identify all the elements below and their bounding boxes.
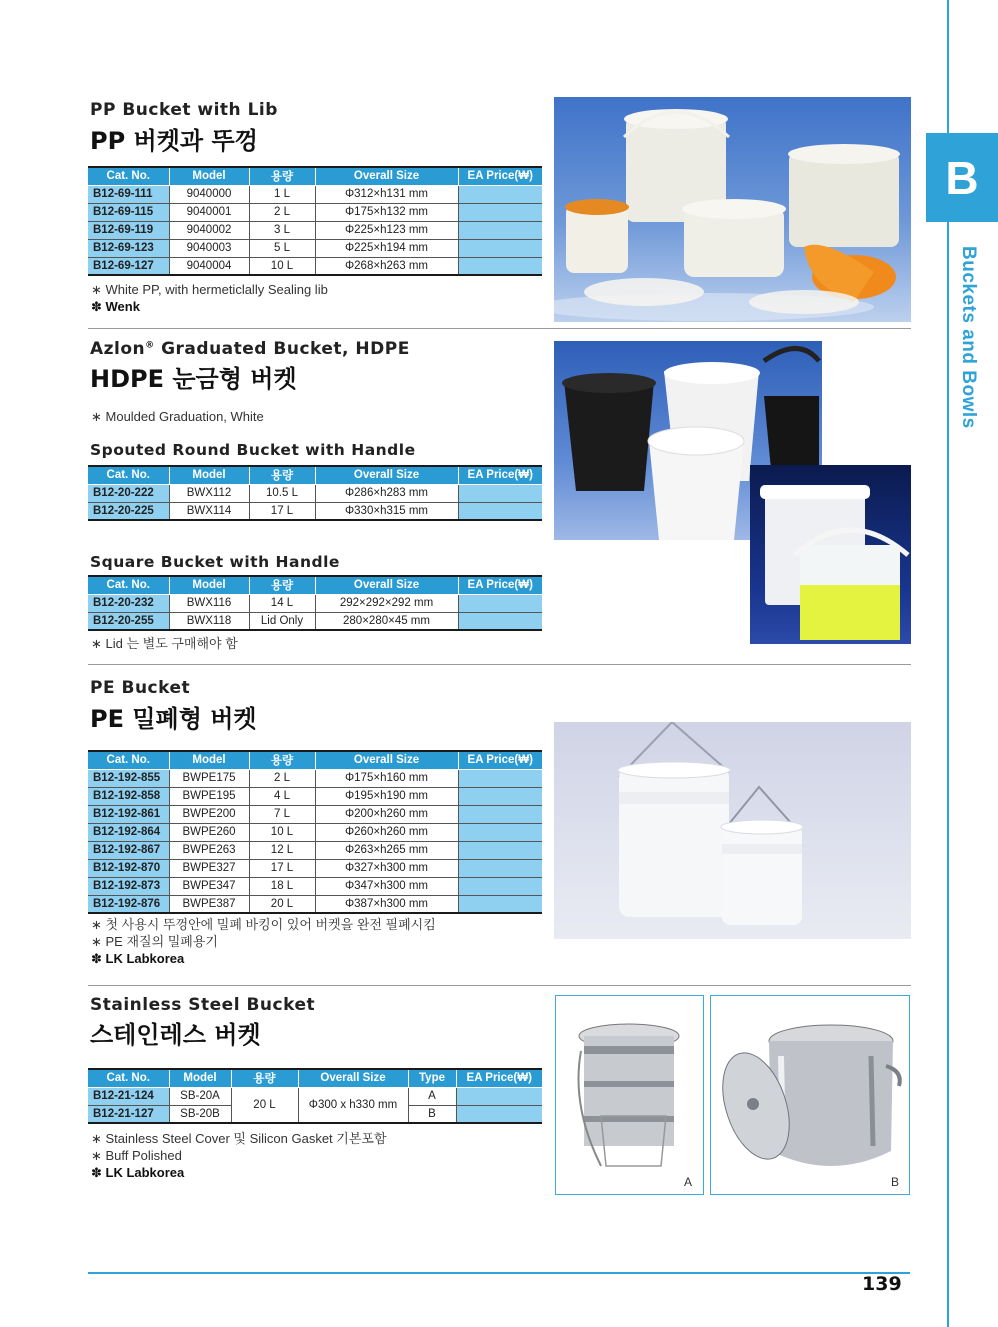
header-model: Model <box>169 1069 231 1087</box>
photo-label-a: A <box>684 1175 693 1189</box>
capacity: 10 L <box>249 823 315 841</box>
square-spec-table <box>88 575 542 631</box>
header-size: Overall Size <box>315 466 458 484</box>
header-cat: Cat. No. <box>88 751 169 769</box>
section-divider <box>88 985 911 986</box>
price <box>458 484 542 502</box>
price <box>458 823 542 841</box>
section-divider <box>88 328 911 329</box>
header-price: EA Price(₩) <box>458 466 542 484</box>
square-bucket-image <box>750 465 911 644</box>
cat-no: B12-192-855 <box>88 769 169 787</box>
spouted-spec-table <box>88 465 542 521</box>
hdpe-title-ko: HDPE 눈금형 버켓 <box>90 365 297 393</box>
cat-no: B12-192-873 <box>88 877 169 895</box>
size: Φ260×h260 mm <box>315 823 458 841</box>
header-capacity: 용량 <box>249 466 315 484</box>
type: A <box>408 1087 456 1105</box>
photo-label-b: B <box>891 1175 900 1189</box>
table-header-row <box>88 466 542 484</box>
header-size: Overall Size <box>298 1069 408 1087</box>
table-header-row <box>88 751 542 769</box>
header-capacity: 용량 <box>249 167 315 185</box>
model: SB-20A <box>169 1087 231 1105</box>
cat-no: B12-21-127 <box>88 1105 169 1123</box>
size: Φ268×h263 mm <box>315 257 458 275</box>
header-size: Overall Size <box>315 751 458 769</box>
size: Φ312×h131 mm <box>315 185 458 203</box>
header-type: Type <box>408 1069 456 1087</box>
table-row <box>88 502 542 520</box>
model: BWX118 <box>169 612 249 630</box>
square-bucket-photo <box>750 465 911 644</box>
table-row <box>88 239 542 257</box>
model: 9040002 <box>169 221 249 239</box>
ss-note-1: ∗ Stainless Steel Cover 및 Silicon Gasket 기본포함 <box>91 1131 387 1146</box>
capacity: 20 L <box>231 1087 298 1123</box>
price <box>458 841 542 859</box>
category-title: Buckets and Bowls <box>958 246 979 429</box>
size: Φ300 x h330 mm <box>298 1087 408 1123</box>
price <box>458 502 542 520</box>
header-price: EA Price(₩) <box>458 751 542 769</box>
size: Φ263×h265 mm <box>315 841 458 859</box>
size: Φ286×h283 mm <box>315 484 458 502</box>
model: 9040000 <box>169 185 249 203</box>
price <box>456 1105 542 1123</box>
cat-no: B12-20-222 <box>88 484 169 502</box>
cat-no: B12-192-858 <box>88 787 169 805</box>
header-capacity: 용량 <box>231 1069 298 1087</box>
cat-no: B12-20-232 <box>88 594 169 612</box>
cat-no: B12-192-867 <box>88 841 169 859</box>
size: 280×280×45 mm <box>315 612 458 630</box>
pp-title-en: PP Bucket with Lib <box>90 100 278 120</box>
pp-bucket-image <box>554 97 911 322</box>
ss-bucket-photo-a <box>555 995 704 1195</box>
table-row <box>88 257 542 275</box>
pp-bucket-photo <box>554 97 911 322</box>
cat-no: B12-69-123 <box>88 239 169 257</box>
header-price: EA Price(₩) <box>456 1069 542 1087</box>
hdpe-title-brand: Azlon <box>90 339 146 359</box>
price <box>458 877 542 895</box>
price <box>458 895 542 913</box>
capacity: 2 L <box>249 769 315 787</box>
capacity: 5 L <box>249 239 315 257</box>
capacity: 17 L <box>249 502 315 520</box>
cat-no: B12-69-127 <box>88 257 169 275</box>
hdpe-title-en <box>90 339 410 359</box>
model: BWPE263 <box>169 841 249 859</box>
capacity: Lid Only <box>249 612 315 630</box>
price <box>458 805 542 823</box>
capacity: 17 L <box>249 859 315 877</box>
model: BWX114 <box>169 502 249 520</box>
header-model: Model <box>169 466 249 484</box>
capacity: 14 L <box>249 594 315 612</box>
price <box>458 769 542 787</box>
pe-bucket-photo <box>554 722 911 939</box>
size: Φ387×h300 mm <box>315 895 458 913</box>
pe-spec-table <box>88 750 542 914</box>
header-cat: Cat. No. <box>88 466 169 484</box>
pe-maker: ✽ LK Labkorea <box>91 951 185 966</box>
header-price: EA Price(₩) <box>458 167 542 185</box>
hdpe-note: ∗ Moulded Graduation, White <box>91 409 264 424</box>
pe-note-1: ∗ 첫 사용시 뚜껑안에 밀폐 바킹이 있어 버켓을 완전 필폐시킴 <box>91 917 436 932</box>
price <box>458 203 542 221</box>
header-cat: Cat. No. <box>88 167 169 185</box>
table-row <box>88 1087 542 1105</box>
table-row <box>88 895 542 913</box>
price <box>458 221 542 239</box>
capacity: 4 L <box>249 787 315 805</box>
table-header-row <box>88 1069 542 1087</box>
ss-bucket-photo-b <box>710 995 910 1195</box>
price <box>458 185 542 203</box>
cat-no: B12-192-876 <box>88 895 169 913</box>
price <box>458 257 542 275</box>
cat-no: B12-192-861 <box>88 805 169 823</box>
model: BWPE260 <box>169 823 249 841</box>
cat-no: B12-21-124 <box>88 1087 169 1105</box>
model: BWPE387 <box>169 895 249 913</box>
table-row <box>88 787 542 805</box>
price <box>458 594 542 612</box>
table-row <box>88 203 542 221</box>
table-row <box>88 841 542 859</box>
header-model: Model <box>169 167 249 185</box>
ss-title-en: Stainless Steel Bucket <box>90 995 316 1015</box>
capacity: 10.5 L <box>249 484 315 502</box>
table-row <box>88 859 542 877</box>
size: Φ327×h300 mm <box>315 859 458 877</box>
ss-maker: ✽ LK Labkorea <box>91 1165 185 1180</box>
capacity: 18 L <box>249 877 315 895</box>
header-capacity: 용량 <box>249 751 315 769</box>
hdpe-title-rest: Graduated Bucket, HDPE <box>154 339 410 359</box>
model: BWPE347 <box>169 877 249 895</box>
model: 9040003 <box>169 239 249 257</box>
table-row <box>88 877 542 895</box>
ss-spec-table <box>88 1068 542 1124</box>
model: BWPE175 <box>169 769 249 787</box>
pe-bucket-image <box>554 722 911 939</box>
pp-title-ko: PP 버켓과 뚜껑 <box>90 127 258 155</box>
header-cat: Cat. No. <box>88 576 169 594</box>
table-row <box>88 484 542 502</box>
table-header-row <box>88 576 542 594</box>
size: Φ195×h190 mm <box>315 787 458 805</box>
header-size: Overall Size <box>315 167 458 185</box>
table-row <box>88 221 542 239</box>
table-row <box>88 823 542 841</box>
header-cat: Cat. No. <box>88 1069 169 1087</box>
cat-no: B12-192-870 <box>88 859 169 877</box>
pp-note: ∗ White PP, with hermeticlally Sealing lib <box>91 282 328 297</box>
model: SB-20B <box>169 1105 231 1123</box>
capacity: 7 L <box>249 805 315 823</box>
table-header-row <box>88 167 542 185</box>
model: BWPE200 <box>169 805 249 823</box>
size: 292×292×292 mm <box>315 594 458 612</box>
model: 9040004 <box>169 257 249 275</box>
model: BWPE327 <box>169 859 249 877</box>
pe-title-ko: PE 밀폐형 버켓 <box>90 705 257 733</box>
capacity: 10 L <box>249 257 315 275</box>
capacity: 3 L <box>249 221 315 239</box>
cat-no: B12-69-119 <box>88 221 169 239</box>
price <box>456 1087 542 1105</box>
cat-no: B12-192-864 <box>88 823 169 841</box>
registered-mark: ® <box>145 340 155 351</box>
table-row <box>88 612 542 630</box>
price <box>458 239 542 257</box>
size: Φ175×h160 mm <box>315 769 458 787</box>
cat-no: B12-20-255 <box>88 612 169 630</box>
model: BWX116 <box>169 594 249 612</box>
pp-spec-table <box>88 166 542 276</box>
price <box>458 787 542 805</box>
price <box>458 612 542 630</box>
cat-no: B12-69-111 <box>88 185 169 203</box>
type: B <box>408 1105 456 1123</box>
header-model: Model <box>169 576 249 594</box>
header-capacity: 용량 <box>249 576 315 594</box>
square-title: Square Bucket with Handle <box>90 553 340 571</box>
price <box>458 859 542 877</box>
spouted-title: Spouted Round Bucket with Handle <box>90 441 416 459</box>
model: BWPE195 <box>169 787 249 805</box>
ss-bucket-image-a <box>556 996 703 1194</box>
size: Φ347×h300 mm <box>315 877 458 895</box>
capacity: 12 L <box>249 841 315 859</box>
ss-title-ko: 스테인레스 버켓 <box>90 1021 261 1049</box>
pe-title-en: PE Bucket <box>90 678 191 698</box>
section-tab: B <box>926 133 998 222</box>
pe-note-2: ∗ PE 재질의 밀폐용기 <box>91 934 218 949</box>
cat-no: B12-69-115 <box>88 203 169 221</box>
size: Φ200×h260 mm <box>315 805 458 823</box>
capacity: 20 L <box>249 895 315 913</box>
table-row <box>88 769 542 787</box>
size: Φ225×h194 mm <box>315 239 458 257</box>
size: Φ175×h132 mm <box>315 203 458 221</box>
size: Φ330×h315 mm <box>315 502 458 520</box>
model: BWX112 <box>169 484 249 502</box>
table-row <box>88 805 542 823</box>
footer-rule <box>88 1272 910 1274</box>
ss-note-2: ∗ Buff Polished <box>91 1148 182 1163</box>
pp-maker: ✽ Wenk <box>91 299 140 314</box>
header-model: Model <box>169 751 249 769</box>
cat-no: B12-20-225 <box>88 502 169 520</box>
model: 9040001 <box>169 203 249 221</box>
ss-bucket-image-b <box>711 996 909 1194</box>
header-size: Overall Size <box>315 576 458 594</box>
header-price: EA Price(₩) <box>458 576 542 594</box>
section-divider <box>88 664 911 665</box>
table-row <box>88 185 542 203</box>
size: Φ225×h123 mm <box>315 221 458 239</box>
capacity: 1 L <box>249 185 315 203</box>
page-number: 139 <box>862 1273 902 1295</box>
table-row <box>88 594 542 612</box>
capacity: 2 L <box>249 203 315 221</box>
lid-note: ∗ Lid 는 별도 구매해야 함 <box>91 636 238 651</box>
